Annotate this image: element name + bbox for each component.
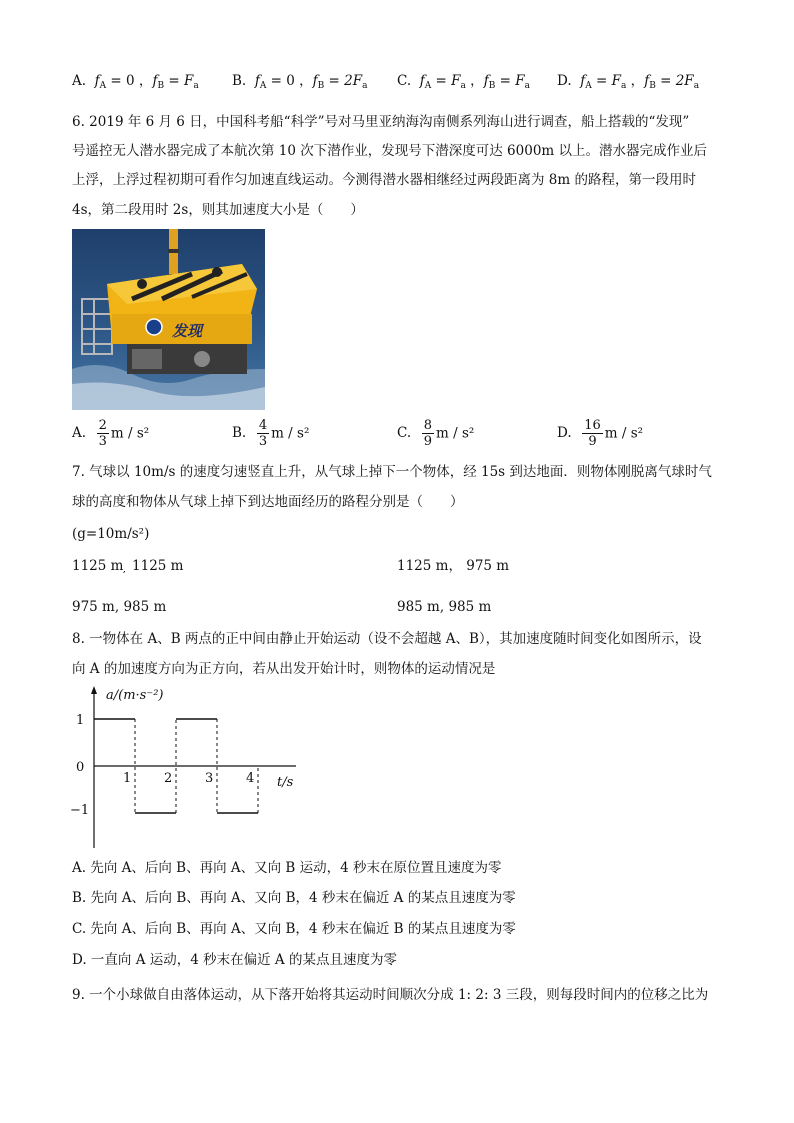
q8-option-a: A. 先向 A、后向 B、再向 A、又向 B 运动，4 秒末在原位置且速度为零 xyxy=(72,860,502,876)
submersible-photo xyxy=(72,229,265,410)
y-axis-arrow xyxy=(91,686,97,694)
y-tick-label-1: 1 xyxy=(76,713,85,728)
x-tick-label-1: 1 xyxy=(123,771,132,786)
q7-option-d: 985 m, 985 m xyxy=(397,599,492,615)
x-tick-label-4: 4 xyxy=(246,771,255,786)
q6-option-a: A. $\frac{2}{3}$ m / s² xyxy=(72,418,150,449)
submersible-name: 发现 xyxy=(172,322,203,340)
y-tick-label-0: 0 xyxy=(76,760,85,775)
q6-line-3: 上浮，上浮过程初期可看作匀加速直线运动。今测得潜水器相继经过两段距离为 8m 的路程，第一段用时 xyxy=(72,172,696,188)
q6-option-d: D. $\frac{16}{9}$ m / s² xyxy=(557,418,644,449)
q8-option-b: B. 先向 A、后向 B、再向 A、又向 B，4 秒末在偏近 A 的某点且速度为零 xyxy=(72,890,516,906)
q7-option-a: 1125 m ̦ 1125 m xyxy=(72,558,184,574)
q6-option-c: C. $\frac{8}{9}$ m / s² xyxy=(397,418,475,449)
q6-line-4: 4s，第二段用时 2s，则其加速度大小是（ ） xyxy=(72,202,364,218)
q6-option-b: B. $\frac{4}{3}$ m / s² xyxy=(232,418,310,449)
q6-line-1: 6. 2019 年 6 月 6 日，中国科考船“科学”号对马里亚纳海沟南侧系列海山进行调查，船上搭载的“发现” xyxy=(72,114,690,130)
q7-line-1: 7. 气球以 10m/s 的速度匀速竖直上升，从气球上掉下一个物体，经 15s 到达地面．则物体刚脱离气球时气 xyxy=(72,464,712,480)
q6-line-2: 号遥控无人潜水器完成了本航次第 10 次下潜作业，发现号下潜深度可达 6000m 以上。潜水器完成作业后 xyxy=(72,143,707,159)
q8-line-1: 8. 一物体在 A、B 两点的正中间由静止开始运动（设不会超越 A、B），其加速度随时间变化如图所示，设 xyxy=(72,631,702,647)
q7-line-3: (g=10m/s²) xyxy=(72,526,150,542)
q7-line-2: 球的高度和物体从气球上掉下到达地面经历的路程分别是（ ） xyxy=(72,494,464,510)
q5-option-b: B. $f_A = 0$ ，$f_B = 2F_a$ xyxy=(232,73,368,91)
q8-line-2: 向 A 的加速度方向为正方向，若从出发开始计时，则物体的运动情况是 xyxy=(72,661,496,677)
x-tick-label-2: 2 xyxy=(164,771,173,786)
acceleration-time-graph xyxy=(64,684,304,852)
q7-option-b: 1125 m， 975 m xyxy=(397,558,510,574)
q8-option-d: D. 一直向 A 运动，4 秒末在偏近 A 的某点且速度为零 xyxy=(72,952,397,968)
y-axis-label: a/(m·s⁻²) xyxy=(106,688,164,703)
x-axis-label: t/s xyxy=(277,775,294,790)
x-tick-label-3: 3 xyxy=(205,771,214,786)
submersible-illustration xyxy=(72,229,265,410)
q5-option-c: C. $f_A = F_a$ ，$f_B = F_a$ xyxy=(397,73,530,91)
q5-option-d: D. $f_A = F_a$ ，$f_B = 2F_a$ xyxy=(557,73,700,91)
q5-option-a: A. $f_A = 0$ ，$f_B = F_a$ xyxy=(72,73,199,91)
q9-line-1: 9. 一个小球做自由落体运动，从下落开始将其运动时间顺次分成 1: 2: 3 三段，则每段时间内的位移之比为 xyxy=(72,987,709,1003)
q8-option-c: C. 先向 A、后向 B、再向 A、又向 B，4 秒末在偏近 B 的某点且速度为零 xyxy=(72,921,516,937)
y-tick-label-neg1: −1 xyxy=(70,803,90,818)
q7-option-c: 975 m, 985 m xyxy=(72,599,167,615)
